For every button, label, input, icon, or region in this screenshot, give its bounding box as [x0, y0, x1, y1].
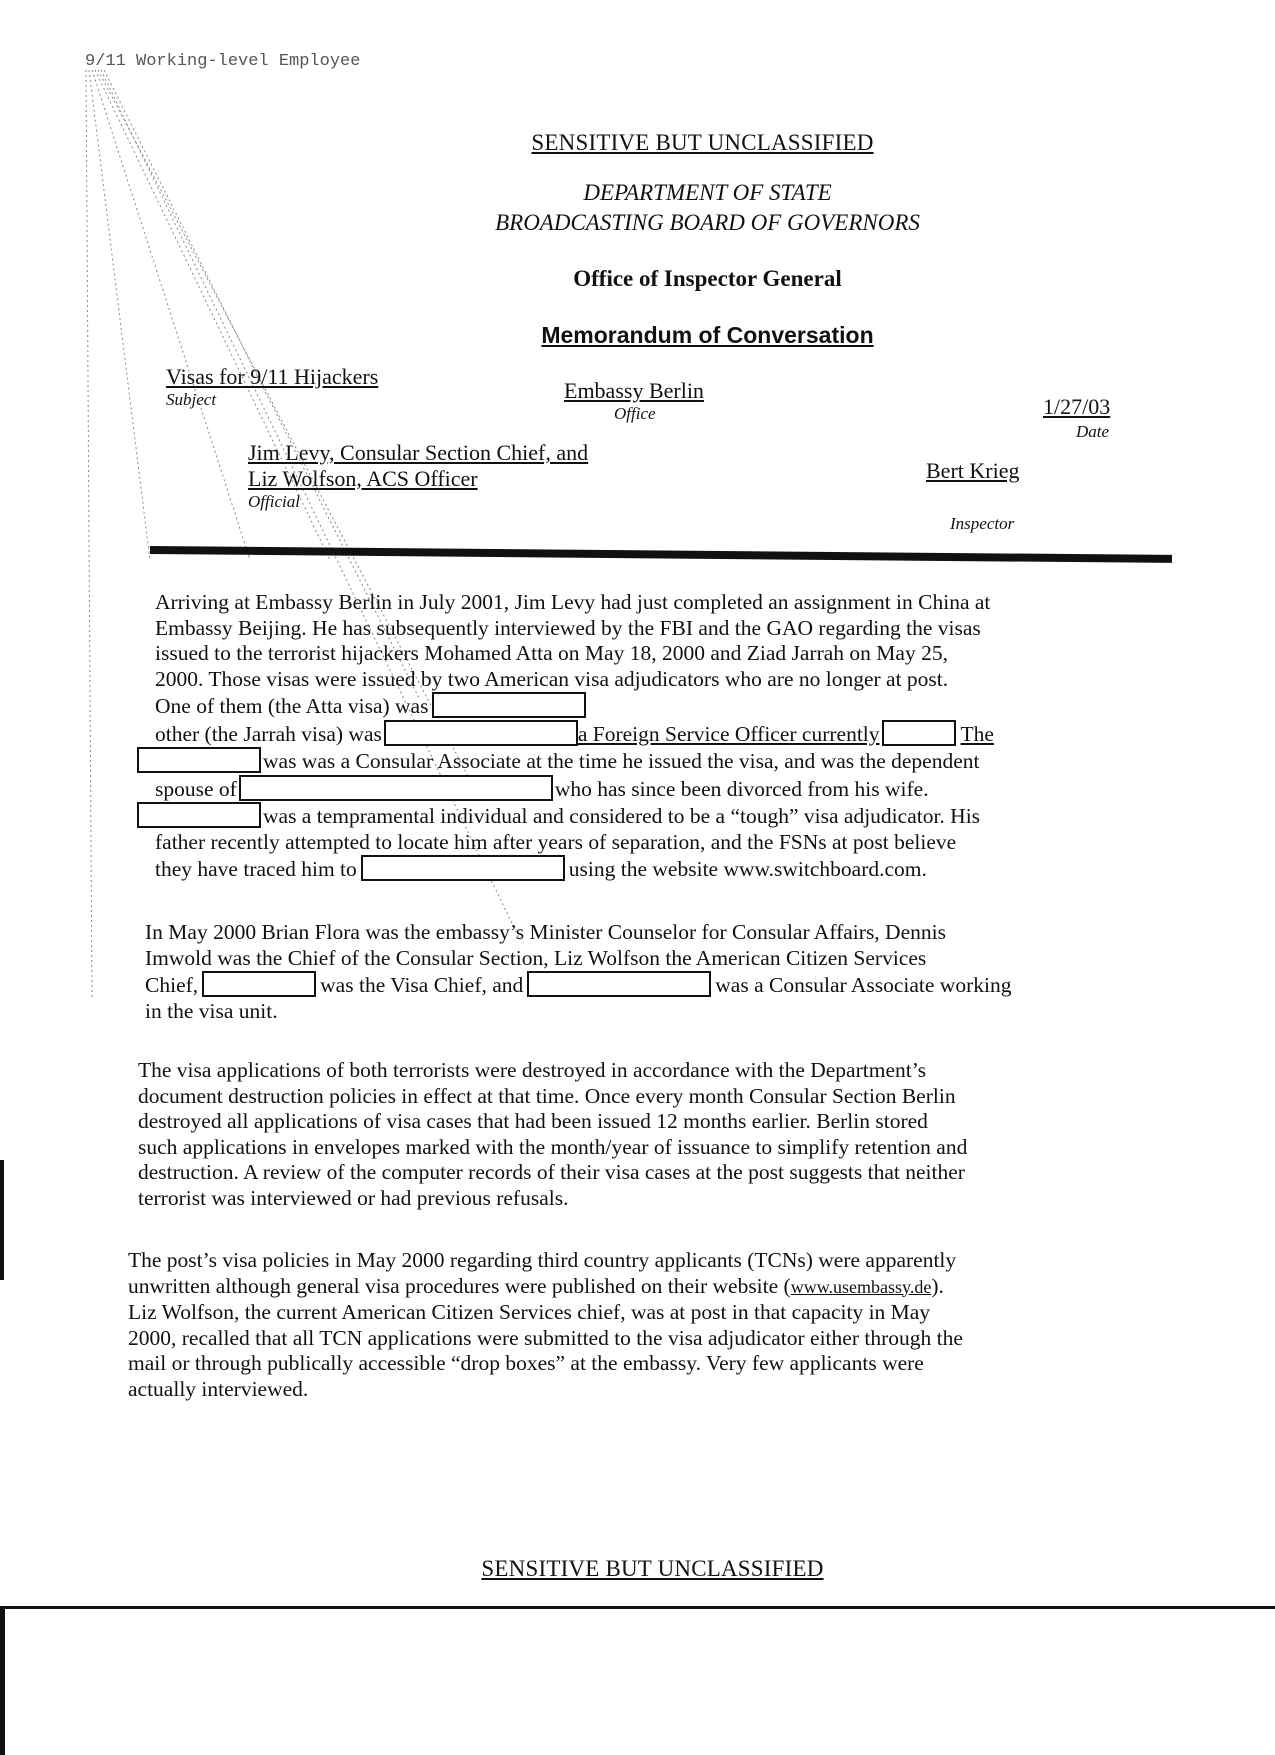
- p1-text: One of them (the Atta visa) was: [155, 694, 429, 718]
- subject-value: Visas for 9/11 Hijackers: [166, 364, 379, 389]
- p4-line: actually interviewed.: [128, 1376, 309, 1401]
- agency-line-2: BROADCASTING BOARD OF GOVERNORS: [495, 210, 920, 235]
- p1-line: Arriving at Embassy Berlin in July 2001, Jim Levy had just completed an assignment in China at: [155, 590, 991, 614]
- p1-line: [155, 692, 1155, 720]
- p1-line: Embassy Beijing. He has subsequently interviewed by the FBI and the GAO regarding the visas: [155, 615, 981, 640]
- office-value: Embassy Berlin: [564, 378, 704, 403]
- official-label: Official: [248, 492, 300, 511]
- p3-line: such applications in envelopes marked with the month/year of issuance to simplify retention and: [138, 1134, 968, 1159]
- p2-line: [145, 971, 1155, 999]
- scan-edge-mark: [0, 1160, 4, 1280]
- p3-line: document destruction policies in effect at that time. Once every month Consular Section Berlin: [138, 1083, 956, 1108]
- redaction-box: [527, 971, 711, 997]
- redaction-box: [432, 692, 586, 718]
- p1-text: other (the Jarrah visa) was: [155, 721, 382, 746]
- scan-left-border: [0, 1608, 5, 1755]
- inspector-value: Bert Krieg: [926, 458, 1020, 483]
- p4-line: The post’s visa policies in May 2000 regarding third country applicants (TCNs) were apparently: [128, 1248, 957, 1272]
- p3-line: destroyed all applications of visa cases that had been issued 12 months earlier. Berlin stored: [138, 1109, 928, 1133]
- p2-text: was the Visa Chief, and: [320, 973, 524, 997]
- p1-line: [137, 747, 1155, 775]
- p2-line: Imwold was the Chief of the Consular Section, Liz Wolfson the American Citizen Services: [145, 945, 927, 970]
- p1-text: was was a Consular Associate at the time he issued the visa, and was the dependent: [263, 749, 980, 773]
- p1-line: issued to the terrorist hijackers Mohamed Atta on May 18, 2000 and Ziad Jarrah on May 25,: [155, 641, 948, 665]
- redaction-box: [882, 720, 956, 746]
- scan-bottom-border: [0, 1606, 1275, 1609]
- paragraph-2: [145, 920, 1155, 1024]
- p2-line: In May 2000 Brian Flora was the embassy’s Minister Counselor for Consular Affairs, Dennis: [145, 920, 946, 944]
- p1-line: [155, 855, 1155, 883]
- redaction-box: [384, 720, 578, 746]
- redaction-box: [137, 747, 261, 773]
- paragraph-3: [138, 1058, 1158, 1211]
- p1-line: [155, 720, 1155, 748]
- p4-line: [128, 1274, 1168, 1301]
- p4-text: ).: [931, 1273, 944, 1298]
- date-label: Date: [1076, 422, 1110, 441]
- official-line-1: Jim Levy, Consular Section Chief, and: [248, 440, 589, 465]
- p3-line: terrorist was interviewed or had previous refusals.: [138, 1185, 569, 1210]
- subject-label: Subject: [166, 390, 217, 409]
- p1-line: father recently attempted to locate him after years of separation, and the FSNs at post believe: [155, 829, 957, 854]
- p2-text: Chief,: [145, 973, 199, 997]
- p1-text: they have traced him to: [155, 857, 357, 881]
- p2-text: was a Consular Associate working: [715, 973, 1012, 997]
- paragraph-1: [155, 590, 1155, 883]
- redaction-box: [239, 775, 553, 801]
- p1-line: [155, 775, 1155, 803]
- redaction-box: [137, 802, 261, 828]
- agency-line-1: DEPARTMENT OF STATE: [583, 180, 832, 205]
- p4-text: unwritten although general visa procedures were published on their website (: [128, 1273, 791, 1298]
- p4-line: Liz Wolfson, the current American Citizen Services chief, was at post in that capacity in May: [128, 1300, 931, 1324]
- official-line-2: Liz Wolfson, ACS Officer: [248, 466, 478, 491]
- p2-line: in the visa unit.: [145, 998, 278, 1023]
- date-value: 1/27/03: [1043, 394, 1111, 419]
- inspector-label: Inspector: [950, 514, 1015, 533]
- website-link: www.usembassy.de: [790, 1276, 932, 1297]
- p3-line: The visa applications of both terrorists were destroyed in accordance with the Department’s: [138, 1058, 927, 1082]
- p1-text: who has since been divorced from his wife.: [554, 776, 929, 801]
- memo-title: Memorandum of Conversation: [541, 322, 874, 348]
- p1-text: The: [960, 721, 994, 746]
- classification-banner-bottom: SENSITIVE BUT UNCLASSIFIED: [481, 1556, 824, 1581]
- office-title: Office of Inspector General: [573, 266, 842, 291]
- redaction-box: [361, 855, 565, 881]
- document-stamp: 9/11 Working-level Employee: [85, 52, 361, 71]
- p1-text: was a tempramental individual and considered to be a “tough” visa adjudicator. His: [263, 804, 981, 828]
- paragraph-4: [128, 1248, 1168, 1402]
- p4-line: 2000, recalled that all TCN applications were submitted to the visa adjudicator either through the: [128, 1325, 963, 1350]
- p3-line: destruction. A review of the computer records of their visa cases at the post suggests that neither: [138, 1160, 965, 1184]
- p1-text: using the website www.switchboard.com.: [568, 857, 927, 881]
- p1-line: 2000. Those visas were issued by two American visa adjudicators who are no longer at post.: [155, 666, 949, 691]
- office-label: Office: [614, 404, 656, 423]
- redaction-box: [202, 971, 316, 997]
- classification-banner-top: SENSITIVE BUT UNCLASSIFIED: [531, 130, 874, 155]
- p1-text: a Foreign Service Officer currently: [577, 721, 880, 746]
- p1-text: spouse of: [155, 776, 237, 801]
- p1-line: [137, 802, 1155, 830]
- p4-line: mail or through publically accessible “drop boxes” at the embassy. Very few applicants were: [128, 1351, 924, 1375]
